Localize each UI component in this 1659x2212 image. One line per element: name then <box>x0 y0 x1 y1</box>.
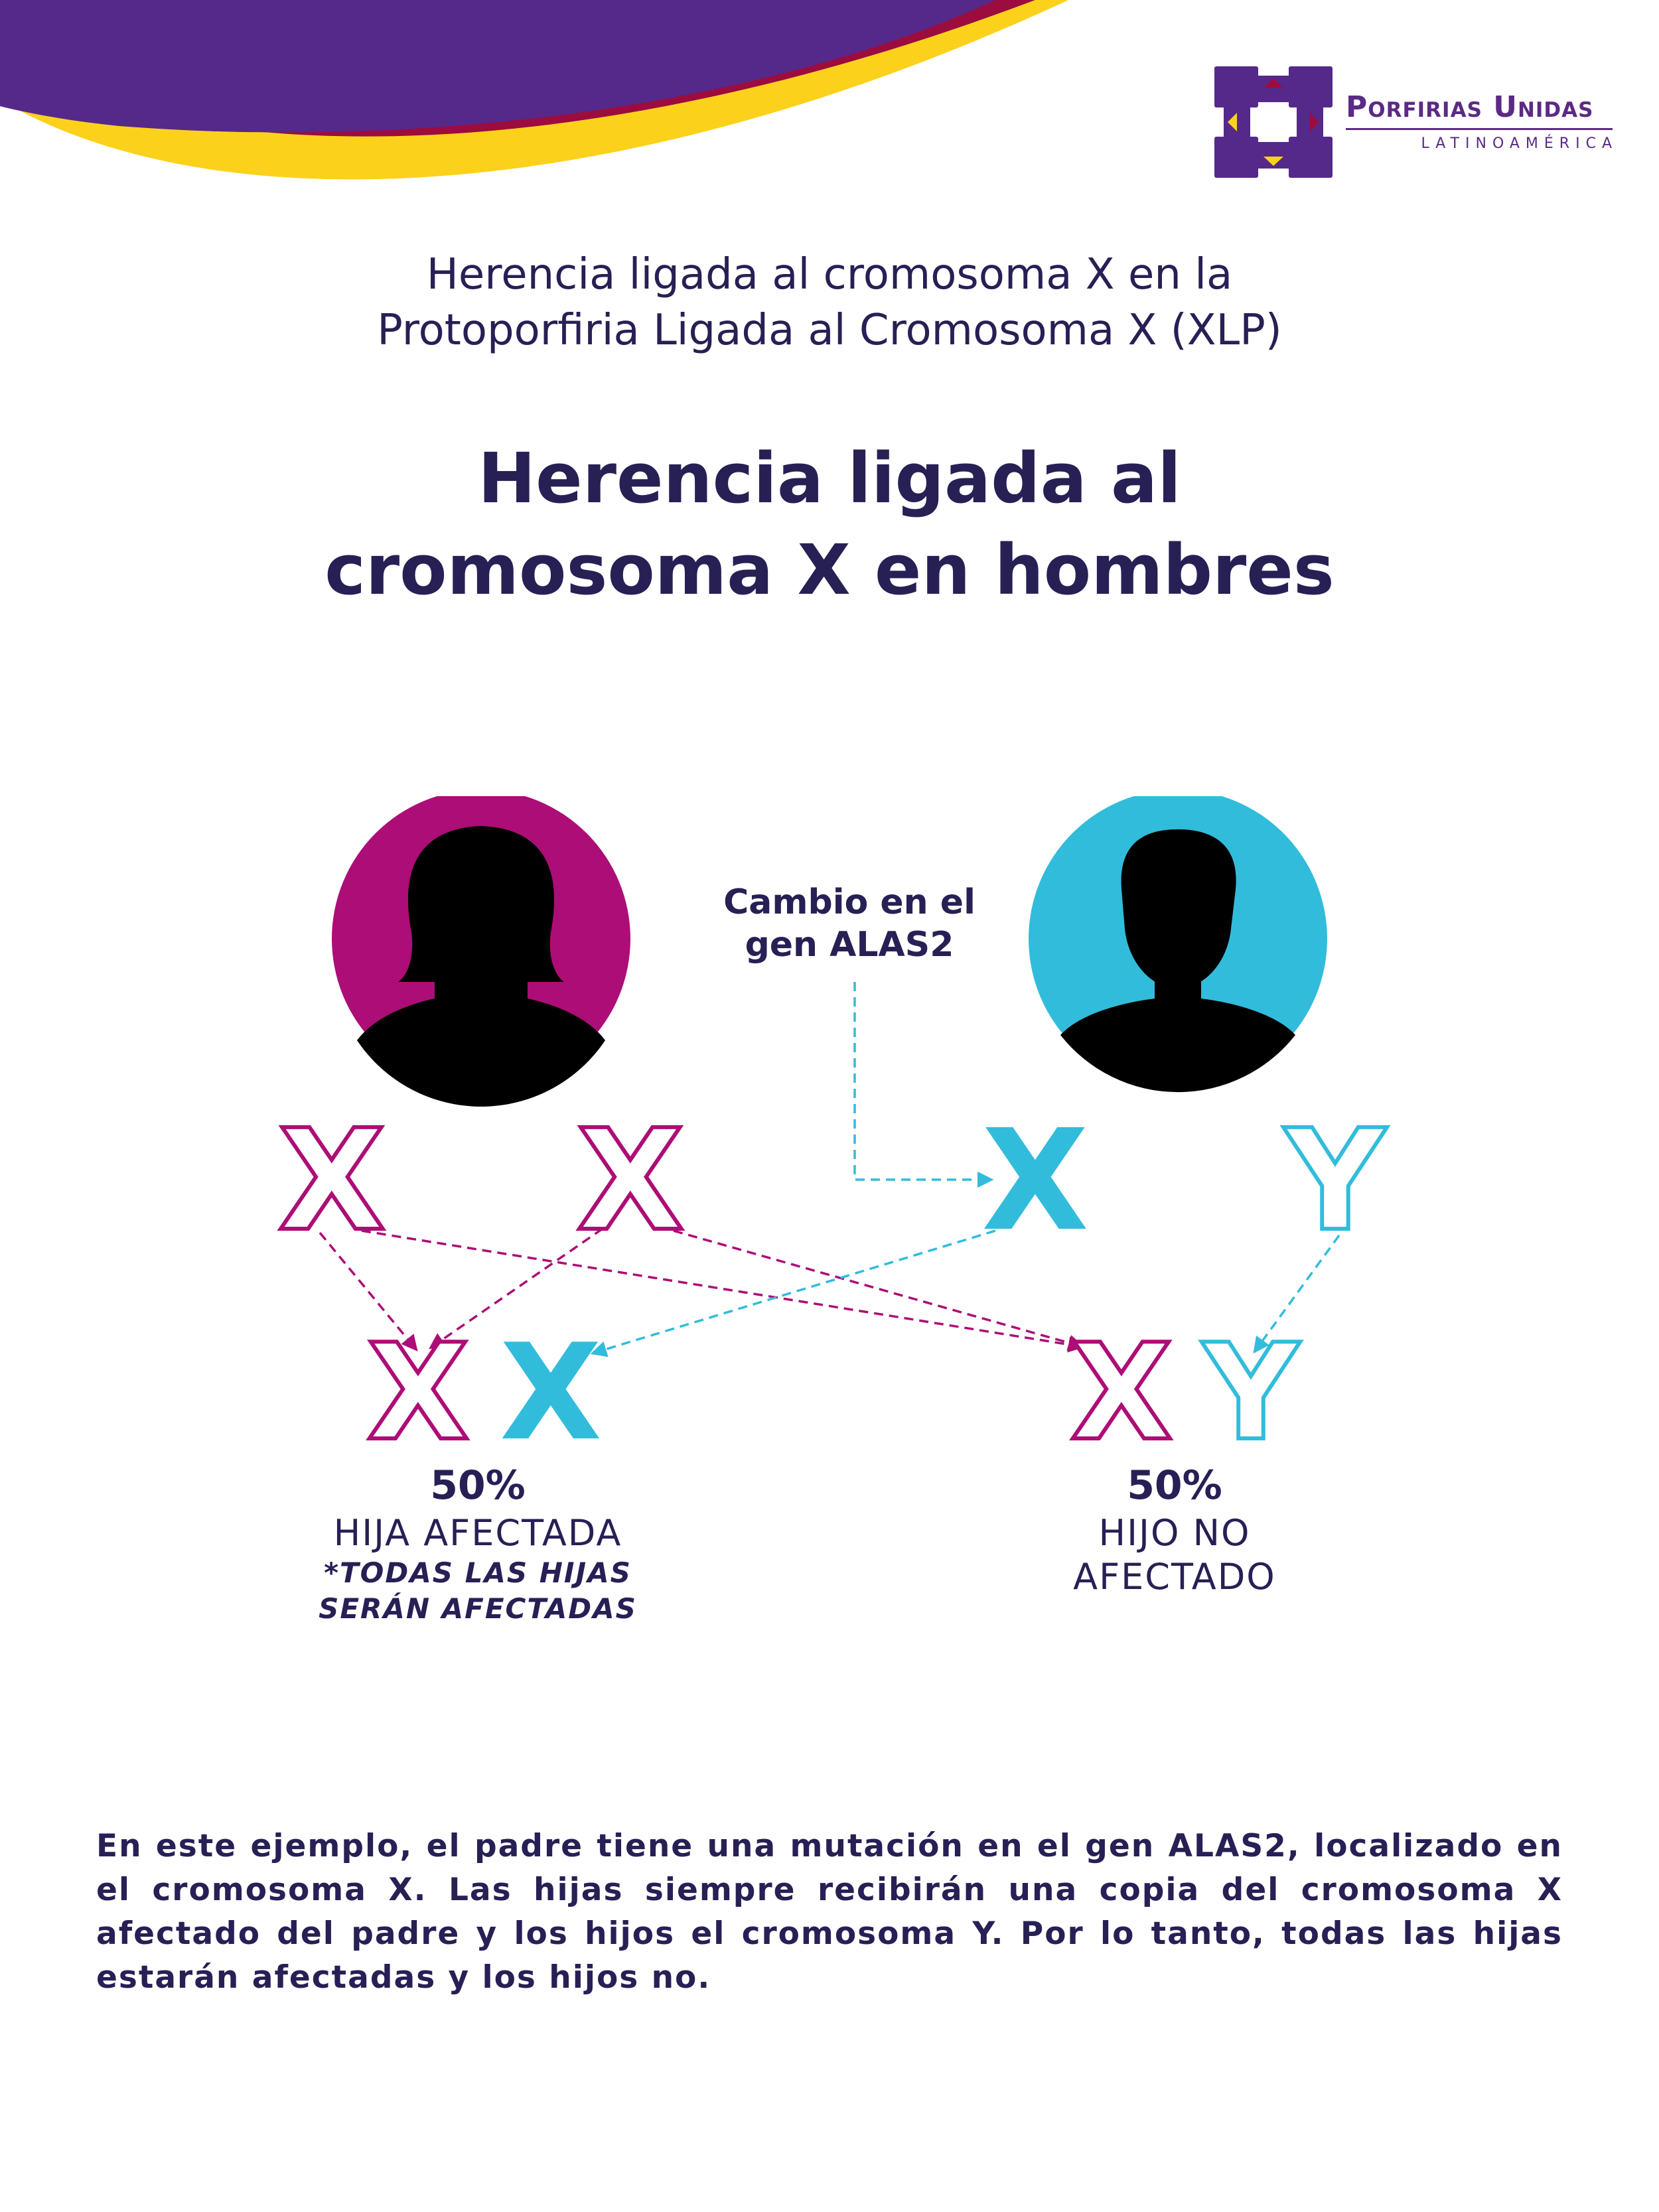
page-title <box>0 433 1659 616</box>
title-line-2: cromosoma X en hombres <box>325 529 1334 610</box>
arrow-mother-x1-to-son <box>362 1231 1083 1347</box>
daughter-note-line-1: *TODAS LAS HIJAS <box>324 1556 632 1589</box>
logo-divider <box>1346 128 1613 130</box>
son-y-paternal: Y <box>1202 1316 1299 1460</box>
son-result <box>1035 1460 1314 1599</box>
father-avatar <box>1029 796 1327 1092</box>
daughter-percent: 50% <box>430 1462 526 1509</box>
mother-x2: X <box>577 1099 684 1262</box>
cross-x-logo-icon <box>1214 66 1334 179</box>
logo-region: LATINOAMÉRICA <box>1421 135 1618 152</box>
mother-chromosomes <box>278 1099 684 1262</box>
mother-avatar <box>332 796 630 1107</box>
father-chromosomes <box>981 1099 1388 1262</box>
subtitle-line-2: Protoporfiria Ligada al Cromosoma X (XLP) <box>377 306 1282 355</box>
father-y: Y <box>1284 1099 1386 1262</box>
arrow-mutation-callout <box>855 982 992 1180</box>
svg-text:×: × <box>1265 112 1282 135</box>
father-x-mutated: X <box>981 1099 1089 1262</box>
son-percent: 50% <box>1127 1462 1222 1509</box>
daughter-note-line-2: SERÁN AFECTADAS <box>319 1592 637 1625</box>
header-waves <box>0 0 1128 265</box>
daughter-x-paternal: X <box>499 1316 603 1460</box>
son-label-line-2: AFECTADO <box>1073 1556 1276 1598</box>
son-x-maternal: X <box>1070 1316 1173 1460</box>
daughter-label: HIJA AFECTADA <box>333 1512 622 1554</box>
son-chromosomes <box>1070 1316 1301 1460</box>
daughter-chromosomes <box>367 1316 602 1460</box>
logo-wordmark <box>1346 90 1618 152</box>
subtitle-line-1: Herencia ligada al cromosoma X en la <box>426 250 1233 299</box>
daughter-result <box>312 1460 644 1627</box>
description-paragraph: En este ejemplo, el padre tiene una mutación en el gen ALAS2, localizado en el cromosoma X. Las hijas siempre recibirán una copia del cromosoma X afectado del padre y los hijos el cromosoma Y. Por lo tanto, todas las hijas estarán afectadas y los hijos no. <box>96 1828 1563 1996</box>
callout-line-2: gen ALAS2 <box>745 925 954 965</box>
title-line-1: Herencia ligada al <box>478 438 1181 519</box>
daughter-x-maternal: X <box>366 1316 470 1460</box>
mutation-callout <box>703 881 995 966</box>
logo-name: Porfirias Unidas <box>1346 90 1594 124</box>
son-label-line-1: HIJO NO <box>1098 1512 1251 1554</box>
callout-line-1: Cambio en el <box>723 882 975 922</box>
mother-x1: X <box>278 1099 386 1262</box>
page-subtitle <box>0 247 1659 358</box>
